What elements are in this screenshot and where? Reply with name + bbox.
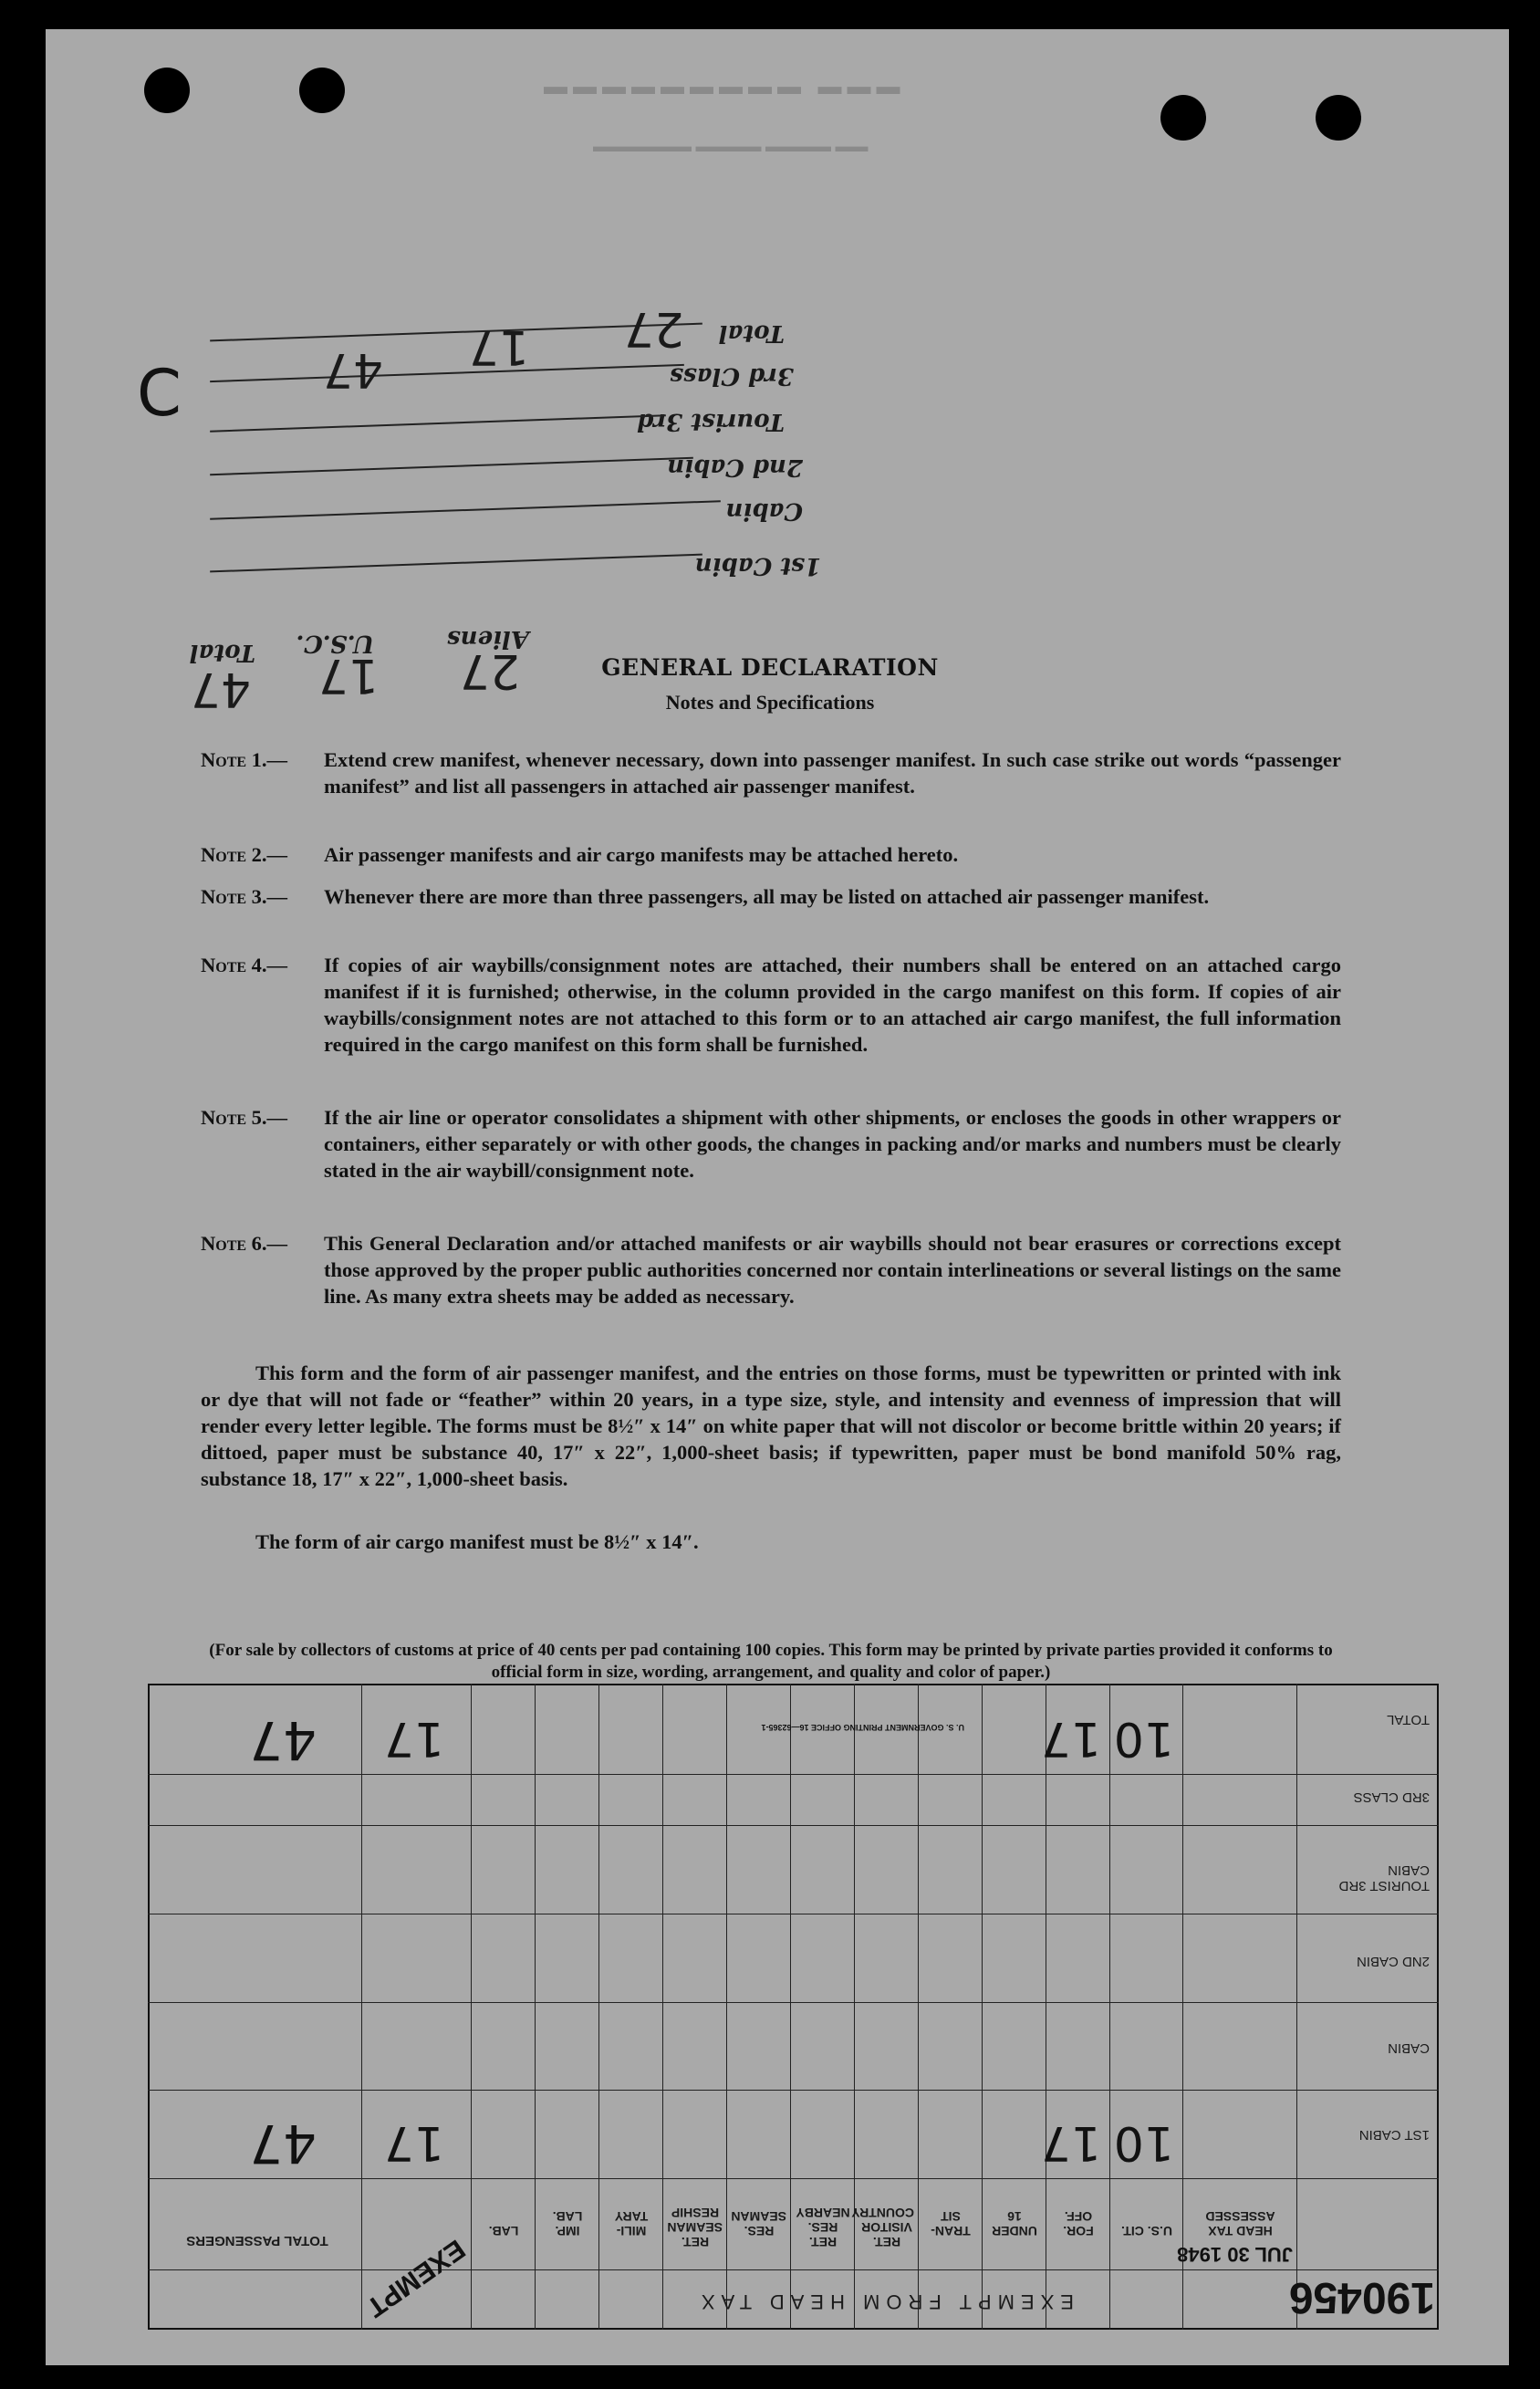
- hw-footer-total-value: 47: [190, 662, 251, 716]
- col-us-cit: U.S. CIT.: [1121, 2224, 1173, 2238]
- hw-footer-aliens-value: 27: [459, 643, 520, 698]
- hw-label-2nd-cabin: 2nd Cabin: [667, 454, 803, 481]
- punch-hole: [144, 68, 190, 113]
- col-divider: [535, 1684, 536, 2330]
- note-label: Note 5.—: [201, 1106, 288, 1129]
- col-divider: [1296, 1684, 1297, 2330]
- col-transit: TRAN-SIT: [931, 2209, 971, 2238]
- page-title: GENERAL DECLARATION: [601, 654, 939, 681]
- note-2: [201, 841, 1341, 868]
- col-head-tax: HEAD TAX ASSESSED: [1205, 2209, 1275, 2238]
- col-divider: [1109, 1684, 1110, 2330]
- note-text: If copies of air waybills/consignment notes are attached, their numbers shall be entered on an attached cargo manifest if it is furnished; otherwise, in the column provided in the cargo manifest on this form. If copies of air waybills/consignment notes are not attached to this form or to an attached air cargo manifest, the full information required in the cargo manifest on this form shall be furnished.: [324, 954, 1341, 1056]
- col-divider: [598, 1684, 599, 2330]
- note-text: Air passenger manifests and air cargo manifests may be attached hereto.: [324, 843, 959, 866]
- row-divider: [148, 2002, 1439, 2003]
- col-divider: [790, 1684, 791, 2330]
- note-5: [201, 1104, 1341, 1184]
- hw-footer-usc-value: 17: [317, 648, 379, 703]
- note-1: [201, 746, 1341, 799]
- cell-1st-cabin-us-cit: 10: [1113, 2115, 1174, 2170]
- row-cabin: CABIN: [1388, 2040, 1430, 2056]
- hw-footer-aliens: Aliens: [446, 625, 529, 652]
- note-3: [201, 883, 1341, 910]
- hw-usc-count: 17: [468, 319, 529, 374]
- hw-label-1st-cabin: 1st Cabin: [694, 552, 821, 579]
- col-lab: LAB.: [488, 2224, 519, 2238]
- hw-rule: [210, 457, 693, 475]
- note-label: Note 2.—: [201, 843, 288, 866]
- note-text: Whenever there are more than three passengers, all may be listed on attached air passenger manifest.: [324, 885, 1210, 908]
- row-1st-cabin: 1ST CABIN: [1358, 2127, 1430, 2143]
- punch-hole: [299, 68, 345, 113]
- col-for-off: FOR. OFF.: [1063, 2209, 1094, 2238]
- row-divider: [148, 2178, 1439, 2179]
- col-military: MILI-TARY: [614, 2209, 649, 2238]
- hw-alien-count: 27: [623, 301, 684, 356]
- note-text: If the air line or operator consolidates a shipment with other shipments, or encloses the goods in other wrappers or containers, either separately or with other goods, the changes in packing and/or marks and numbers must be clearly stated in the air waybill/consignment note.: [324, 1106, 1341, 1182]
- hw-rule: [210, 554, 702, 573]
- note-label: Note 4.—: [201, 954, 288, 976]
- hw-rule: [210, 364, 684, 382]
- col-under-16: UNDER 16: [992, 2209, 1037, 2238]
- hw-label-cabin: Cabin: [725, 497, 803, 525]
- cell-1st-cabin-total: 47: [249, 2113, 317, 2175]
- show-through-text: ▬▬ ▬▬▬▬ ▬▬▬▬ ▬▬▬▬▬▬: [593, 137, 869, 155]
- col-imp-lab: IMP. LAB.: [552, 2209, 583, 2238]
- punch-hole: [1316, 95, 1361, 141]
- cell-1st-cabin-for-off: 17: [1040, 2115, 1101, 2170]
- row-divider: [148, 1825, 1439, 1826]
- col-divider: [982, 1684, 983, 2330]
- cell-total-for-off: 17: [1040, 1711, 1101, 1766]
- row-3rd-class: 3RD CLASS: [1353, 1789, 1430, 1805]
- col-divider: [361, 1684, 362, 2330]
- cell-total-us-cit: 10: [1113, 1711, 1174, 1766]
- hw-footer-total: Total: [189, 639, 255, 666]
- note-label: Note 1.—: [201, 748, 288, 771]
- cargo-manifest-size-line: The form of air cargo manifest must be 8½″ x 14″.: [255, 1530, 699, 1553]
- note-text: Extend crew manifest, whenever necessary, down into passenger manifest. In such case strike out words “passenger manifest” and list all passengers in attached air passenger manifest.: [324, 748, 1341, 798]
- page-subtitle: Notes and Specifications: [665, 691, 875, 714]
- col-divider: [1182, 1684, 1183, 2330]
- col-ret-visitor: RET. VISITOR COUNTRY: [851, 2206, 914, 2249]
- note-text: This General Declaration and/or attached manifests or air waybills should not bear erasures or corrections except those approved by the proper public authorities concerned nor contain interlineations or several listings on the same line. As many extra sheets may be added as necessary.: [324, 1232, 1341, 1308]
- hw-label-3rd-class: 3rd Class: [670, 362, 794, 390]
- cell-1st-cabin-lab: 17: [383, 2115, 444, 2170]
- note-label: Note 6.—: [201, 1232, 288, 1255]
- col-divider: [918, 1684, 919, 2330]
- date-stamp: JUL 30 1948: [1177, 2243, 1293, 2266]
- col-ret-seaman: RET. SEAMAN RESHIP: [667, 2206, 723, 2249]
- form-specification-paragraph: This form and the form of air passenger manifest, and the entries on those forms, must be typewritten or printed with ink or dye that will not fade or “feather” within 20 years, in a type size, style, and intensity and evenness of impression that will render every letter legible. The forms must be 8½″ x 14″ on white paper that will not discolor or become brittle within 20 years; if dittoed, paper must be substance 40, 17″ x 22″, 1,000-sheet basis; if typewritten, paper must be bond manifold 50% rag, substance 18, 17″ x 22″, 1,000-sheet basis.: [201, 1361, 1341, 1490]
- hw-rule: [210, 500, 721, 520]
- row-tourist-3rd: TOURIST 3RD CABIN: [1338, 1862, 1430, 1893]
- col-total-passengers: TOTAL PASSENGERS: [186, 2233, 328, 2248]
- row-2nd-cabin: 2ND CABIN: [1356, 1954, 1430, 1969]
- note-6: [201, 1230, 1341, 1309]
- show-through-text: ▬▬▬ ▬▬▬▬▬▬▬▬▬: [538, 73, 900, 99]
- hw-rule: [210, 414, 666, 432]
- cell-total-total: 47: [249, 1709, 317, 1771]
- punch-hole: [1160, 95, 1206, 141]
- head-tax-table: [148, 1684, 1439, 2330]
- row-divider: [148, 2090, 1439, 2091]
- col-ret-res: RET. RES. NEARBY: [796, 2206, 850, 2249]
- col-divider: [662, 1684, 663, 2330]
- col-divider: [471, 1684, 472, 2330]
- note-4: [201, 952, 1341, 1058]
- hw-circle-mark: C: [137, 356, 182, 431]
- hw-footer-usc: U.S.C.: [296, 630, 374, 657]
- cell-total-lab: 17: [383, 1711, 444, 1766]
- col-divider: [726, 1684, 727, 2330]
- hw-label-total: Total: [718, 319, 785, 347]
- hw-total-count: 47: [322, 342, 383, 397]
- note-label: Note 3.—: [201, 885, 288, 908]
- hw-label-tourist-3rd: Tourist 3rd: [637, 408, 785, 435]
- gpo-imprint: U. S. GOVERNMENT PRINTING OFFICE 16—62365-1: [761, 1723, 964, 1732]
- exempt-stamp: EXEMPT: [360, 2233, 471, 2323]
- sale-notice: (For sale by collectors of customs at price of 40 cents per pad containing 100 copies. This form may be printed by private parties provided it conforms to official form in size, wording, arrangement, and quality and color of paper.): [209, 1641, 1333, 1682]
- row-divider: [148, 2269, 1439, 2270]
- col-res-seaman: RES. SEAMAN: [731, 2209, 786, 2238]
- row-divider: [148, 1774, 1439, 1775]
- document-number-stamp: 190456: [1288, 2273, 1435, 2321]
- table-title: EXEMPT FROM HEAD TAX: [694, 2290, 1074, 2313]
- row-total: TOTAL: [1387, 1712, 1430, 1727]
- col-divider: [854, 1684, 855, 2330]
